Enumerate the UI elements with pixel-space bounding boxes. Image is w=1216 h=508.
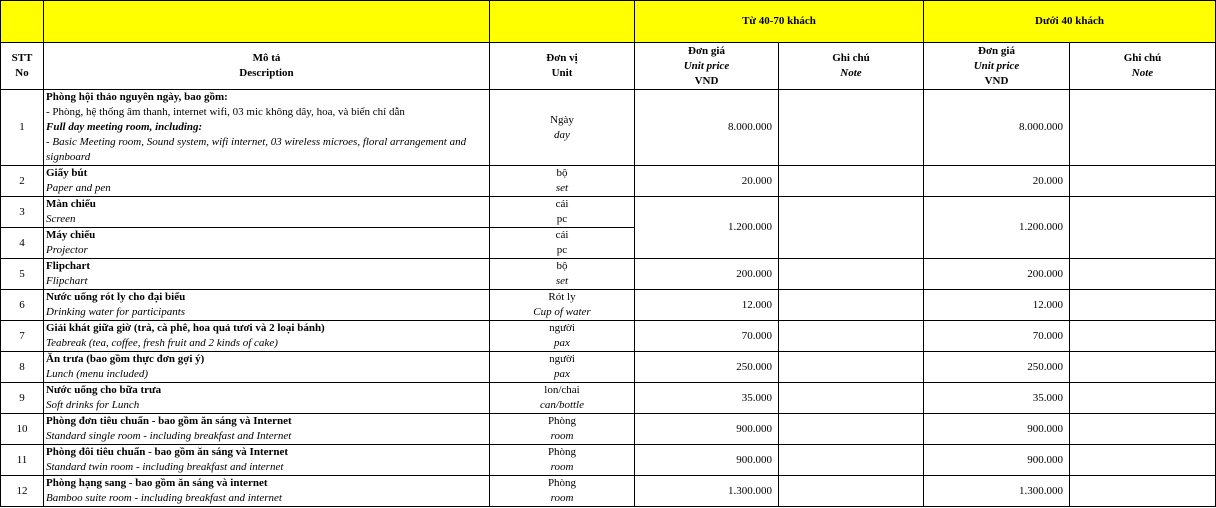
row-unit-vi: cái xyxy=(555,198,569,210)
row-description xyxy=(44,321,490,352)
table-row xyxy=(1,259,1216,290)
row-description xyxy=(44,414,490,445)
row-number: 9 xyxy=(1,383,44,414)
row-price-40-70: 1.200.000 xyxy=(635,197,779,259)
row-note-under-40 xyxy=(1070,290,1216,321)
row-note-under-40 xyxy=(1070,166,1216,197)
row-unit-vi: Phòng xyxy=(547,415,577,427)
row-unit xyxy=(490,90,635,166)
desc-header xyxy=(44,43,490,90)
table-row xyxy=(1,414,1216,445)
row-note-40-70 xyxy=(779,321,924,352)
row-unit-en: pc xyxy=(556,213,568,225)
column-header-row xyxy=(1,43,1216,90)
row-price-40-70: 12.000 xyxy=(635,290,779,321)
row-unit xyxy=(490,290,635,321)
row-price-40-70: 900.000 xyxy=(635,445,779,476)
row-price-under-40: 12.000 xyxy=(924,290,1070,321)
row-number: 11 xyxy=(1,445,44,476)
row-description xyxy=(44,383,490,414)
price-header-en: Unit price xyxy=(683,59,730,72)
unit-header-en: Unit xyxy=(551,67,573,79)
desc-header-vi: Mô tả xyxy=(252,52,281,64)
row-unit xyxy=(490,321,635,352)
row-title-en: Screen xyxy=(46,213,76,225)
row-unit-en: pax xyxy=(554,368,570,380)
row-title-en: Standard single room - including breakfast and Internet xyxy=(46,430,292,442)
price-header-2 xyxy=(924,43,1070,90)
stt-header-en: No xyxy=(15,67,29,79)
row-price-40-70: 20.000 xyxy=(635,166,779,197)
table-row xyxy=(1,352,1216,383)
row-unit-en: day xyxy=(554,128,570,141)
row-unit-vi: bộ xyxy=(556,260,568,272)
row-note-under-40 xyxy=(1070,259,1216,290)
price-header-currency: VND xyxy=(694,74,719,87)
note-header-vi: Ghi chú xyxy=(832,52,870,64)
row-price-under-40: 35.000 xyxy=(924,383,1070,414)
row-number: 3 xyxy=(1,197,44,228)
row-unit-en: Cup of water xyxy=(533,306,591,318)
row-title-vi: Phòng đôi tiêu chuẩn - bao gồm ăn sáng và Internet xyxy=(46,446,289,458)
row-note-40-70 xyxy=(779,383,924,414)
note-header-1 xyxy=(779,43,924,90)
row-note-40-70 xyxy=(779,290,924,321)
row-title-en: Paper and pen xyxy=(46,182,111,194)
row-unit-en: set xyxy=(555,275,569,287)
row-title-vi: Flipchart xyxy=(46,260,90,272)
table-row xyxy=(1,197,1216,228)
row-description xyxy=(44,90,490,166)
header-blank-cell xyxy=(1,1,44,43)
header-blank-cell xyxy=(490,1,635,43)
row-unit xyxy=(490,228,635,259)
note-header-en: Note xyxy=(1131,67,1154,79)
row-price-under-40: 900.000 xyxy=(924,414,1070,445)
row-price-40-70: 200.000 xyxy=(635,259,779,290)
table-row xyxy=(1,445,1216,476)
row-description xyxy=(44,197,490,228)
row-unit-vi: người xyxy=(549,322,575,334)
row-title-en: Bamboo suite room - including breakfast and internet xyxy=(46,492,282,504)
row-price-40-70: 8.000.000 xyxy=(635,90,779,166)
table-row xyxy=(1,321,1216,352)
row-number: 4 xyxy=(1,228,44,259)
row-unit xyxy=(490,445,635,476)
row-description xyxy=(44,290,490,321)
row-note-under-40 xyxy=(1070,321,1216,352)
row-unit xyxy=(490,383,635,414)
row-title-en: Projector xyxy=(46,244,88,256)
row-unit xyxy=(490,166,635,197)
row-note-under-40 xyxy=(1070,445,1216,476)
row-title-vi: Phòng hạng sang - bao gồm ăn sáng và internet xyxy=(46,477,268,489)
row-unit-en: can/bottle xyxy=(540,399,584,411)
price-header-vi: Đơn giá xyxy=(688,44,725,57)
row-unit-vi: lon/chai xyxy=(544,384,580,396)
row-description xyxy=(44,445,490,476)
row-price-40-70: 250.000 xyxy=(635,352,779,383)
row-title-vi: Ăn trưa (bao gồm thực đơn gợi ý) xyxy=(46,353,205,365)
row-unit-en: room xyxy=(550,430,574,442)
row-unit-en: room xyxy=(550,461,574,473)
row-note-40-70 xyxy=(779,414,924,445)
row-note-under-40 xyxy=(1070,90,1216,166)
row-price-40-70: 35.000 xyxy=(635,383,779,414)
row-price-under-40: 200.000 xyxy=(924,259,1070,290)
group-header-row xyxy=(1,1,1216,43)
row-note-40-70 xyxy=(779,166,924,197)
row-note-40-70 xyxy=(779,476,924,507)
row-unit xyxy=(490,197,635,228)
row-note-40-70 xyxy=(779,90,924,166)
row-detail-vi: - Phòng, hệ thống âm thanh, internet wifi, 03 mic không dây, hoa, và biển chỉ dẫn xyxy=(46,106,405,118)
row-unit-vi: người xyxy=(549,353,575,365)
row-title-vi: Giải khát giữa giờ (trà, cà phê, hoa quả tươi và 2 loại bánh) xyxy=(46,322,325,334)
row-unit xyxy=(490,414,635,445)
row-unit-en: pc xyxy=(556,244,568,256)
row-unit-vi: cái xyxy=(555,229,569,241)
row-note-40-70 xyxy=(779,259,924,290)
row-title-en: Soft drinks for Lunch xyxy=(46,399,140,411)
row-title-vi: Màn chiếu xyxy=(46,198,96,210)
row-unit xyxy=(490,352,635,383)
row-unit-vi: Phòng xyxy=(547,446,577,458)
row-description xyxy=(44,352,490,383)
row-unit-vi: Rót ly xyxy=(548,291,576,303)
group-header-40-70: Từ 40-70 khách xyxy=(635,1,924,43)
row-description xyxy=(44,228,490,259)
row-note-40-70 xyxy=(779,445,924,476)
row-description xyxy=(44,259,490,290)
desc-header-en: Description xyxy=(239,67,294,79)
table-row xyxy=(1,166,1216,197)
row-title-vi: Phòng hội thảo nguyên ngày, bao gồm: xyxy=(46,91,228,103)
row-number: 12 xyxy=(1,476,44,507)
row-note-under-40 xyxy=(1070,476,1216,507)
unit-header-vi: Đơn vị xyxy=(546,52,578,64)
row-unit-en: room xyxy=(550,492,574,504)
row-note-under-40 xyxy=(1070,383,1216,414)
row-title-en: Flipchart xyxy=(46,275,88,287)
row-note-under-40 xyxy=(1070,352,1216,383)
row-price-under-40: 20.000 xyxy=(924,166,1070,197)
row-unit xyxy=(490,259,635,290)
stt-header-vi: STT xyxy=(11,52,33,64)
row-title-en: Lunch (menu included) xyxy=(46,368,149,380)
row-unit-en: pax xyxy=(554,337,570,349)
note-header-vi: Ghi chú xyxy=(1123,52,1162,64)
row-price-40-70: 1.300.000 xyxy=(635,476,779,507)
row-unit-vi: Ngày xyxy=(550,113,574,126)
table-row xyxy=(1,476,1216,507)
row-price-40-70: 900.000 xyxy=(635,414,779,445)
row-description xyxy=(44,166,490,197)
row-price-under-40: 1.200.000 xyxy=(924,197,1070,259)
price-header-vi: Đơn giá xyxy=(978,44,1015,57)
row-description xyxy=(44,476,490,507)
row-title-vi: Nước uống cho bữa trưa xyxy=(46,384,162,396)
row-number: 10 xyxy=(1,414,44,445)
row-note-40-70 xyxy=(779,197,924,259)
row-title-en: Teabreak (tea, coffee, fresh fruit and 2 kinds of cake) xyxy=(46,337,278,349)
table-row xyxy=(1,90,1216,166)
row-number: 1 xyxy=(1,90,44,166)
note-header-en: Note xyxy=(840,67,862,79)
stt-header xyxy=(1,43,44,90)
row-note-40-70 xyxy=(779,352,924,383)
row-price-under-40: 250.000 xyxy=(924,352,1070,383)
row-unit-en: set xyxy=(555,182,569,194)
row-title-en: Standard twin room - including breakfast and internet xyxy=(46,461,284,473)
row-price-under-40: 70.000 xyxy=(924,321,1070,352)
price-header-currency: VND xyxy=(984,74,1009,87)
row-note-under-40 xyxy=(1070,197,1216,259)
row-number: 8 xyxy=(1,352,44,383)
row-price-under-40: 1.300.000 xyxy=(924,476,1070,507)
row-unit-vi: Phòng xyxy=(547,477,577,489)
row-title-vi: Giấy bút xyxy=(46,167,88,179)
row-title-en: Full day meeting room, including: xyxy=(46,121,203,133)
note-header-2 xyxy=(1070,43,1216,90)
row-number: 6 xyxy=(1,290,44,321)
price-header-1 xyxy=(635,43,779,90)
row-title-vi: Phòng đơn tiêu chuẩn - bao gồm ăn sáng và Internet xyxy=(46,415,292,427)
row-unit-vi: bộ xyxy=(556,167,568,179)
row-title-vi: Nước uống rót ly cho đại biểu xyxy=(46,291,186,303)
row-price-40-70: 70.000 xyxy=(635,321,779,352)
row-title-en: Drinking water for participants xyxy=(46,306,186,318)
table-row xyxy=(1,290,1216,321)
row-title-vi: Máy chiếu xyxy=(46,229,96,241)
row-number: 7 xyxy=(1,321,44,352)
header-blank-cell xyxy=(44,1,490,43)
table-row xyxy=(1,383,1216,414)
row-unit xyxy=(490,476,635,507)
row-price-under-40: 900.000 xyxy=(924,445,1070,476)
row-note-under-40 xyxy=(1070,414,1216,445)
unit-header xyxy=(490,43,635,90)
row-price-under-40: 8.000.000 xyxy=(924,90,1070,166)
price-header-en: Unit price xyxy=(973,59,1020,72)
row-number: 5 xyxy=(1,259,44,290)
row-number: 2 xyxy=(1,166,44,197)
group-header-under-40: Dưới 40 khách xyxy=(924,1,1216,43)
row-detail-en: - Basic Meeting room, Sound system, wifi internet, 03 wireless microes, floral arrangement and signboard xyxy=(46,136,467,163)
